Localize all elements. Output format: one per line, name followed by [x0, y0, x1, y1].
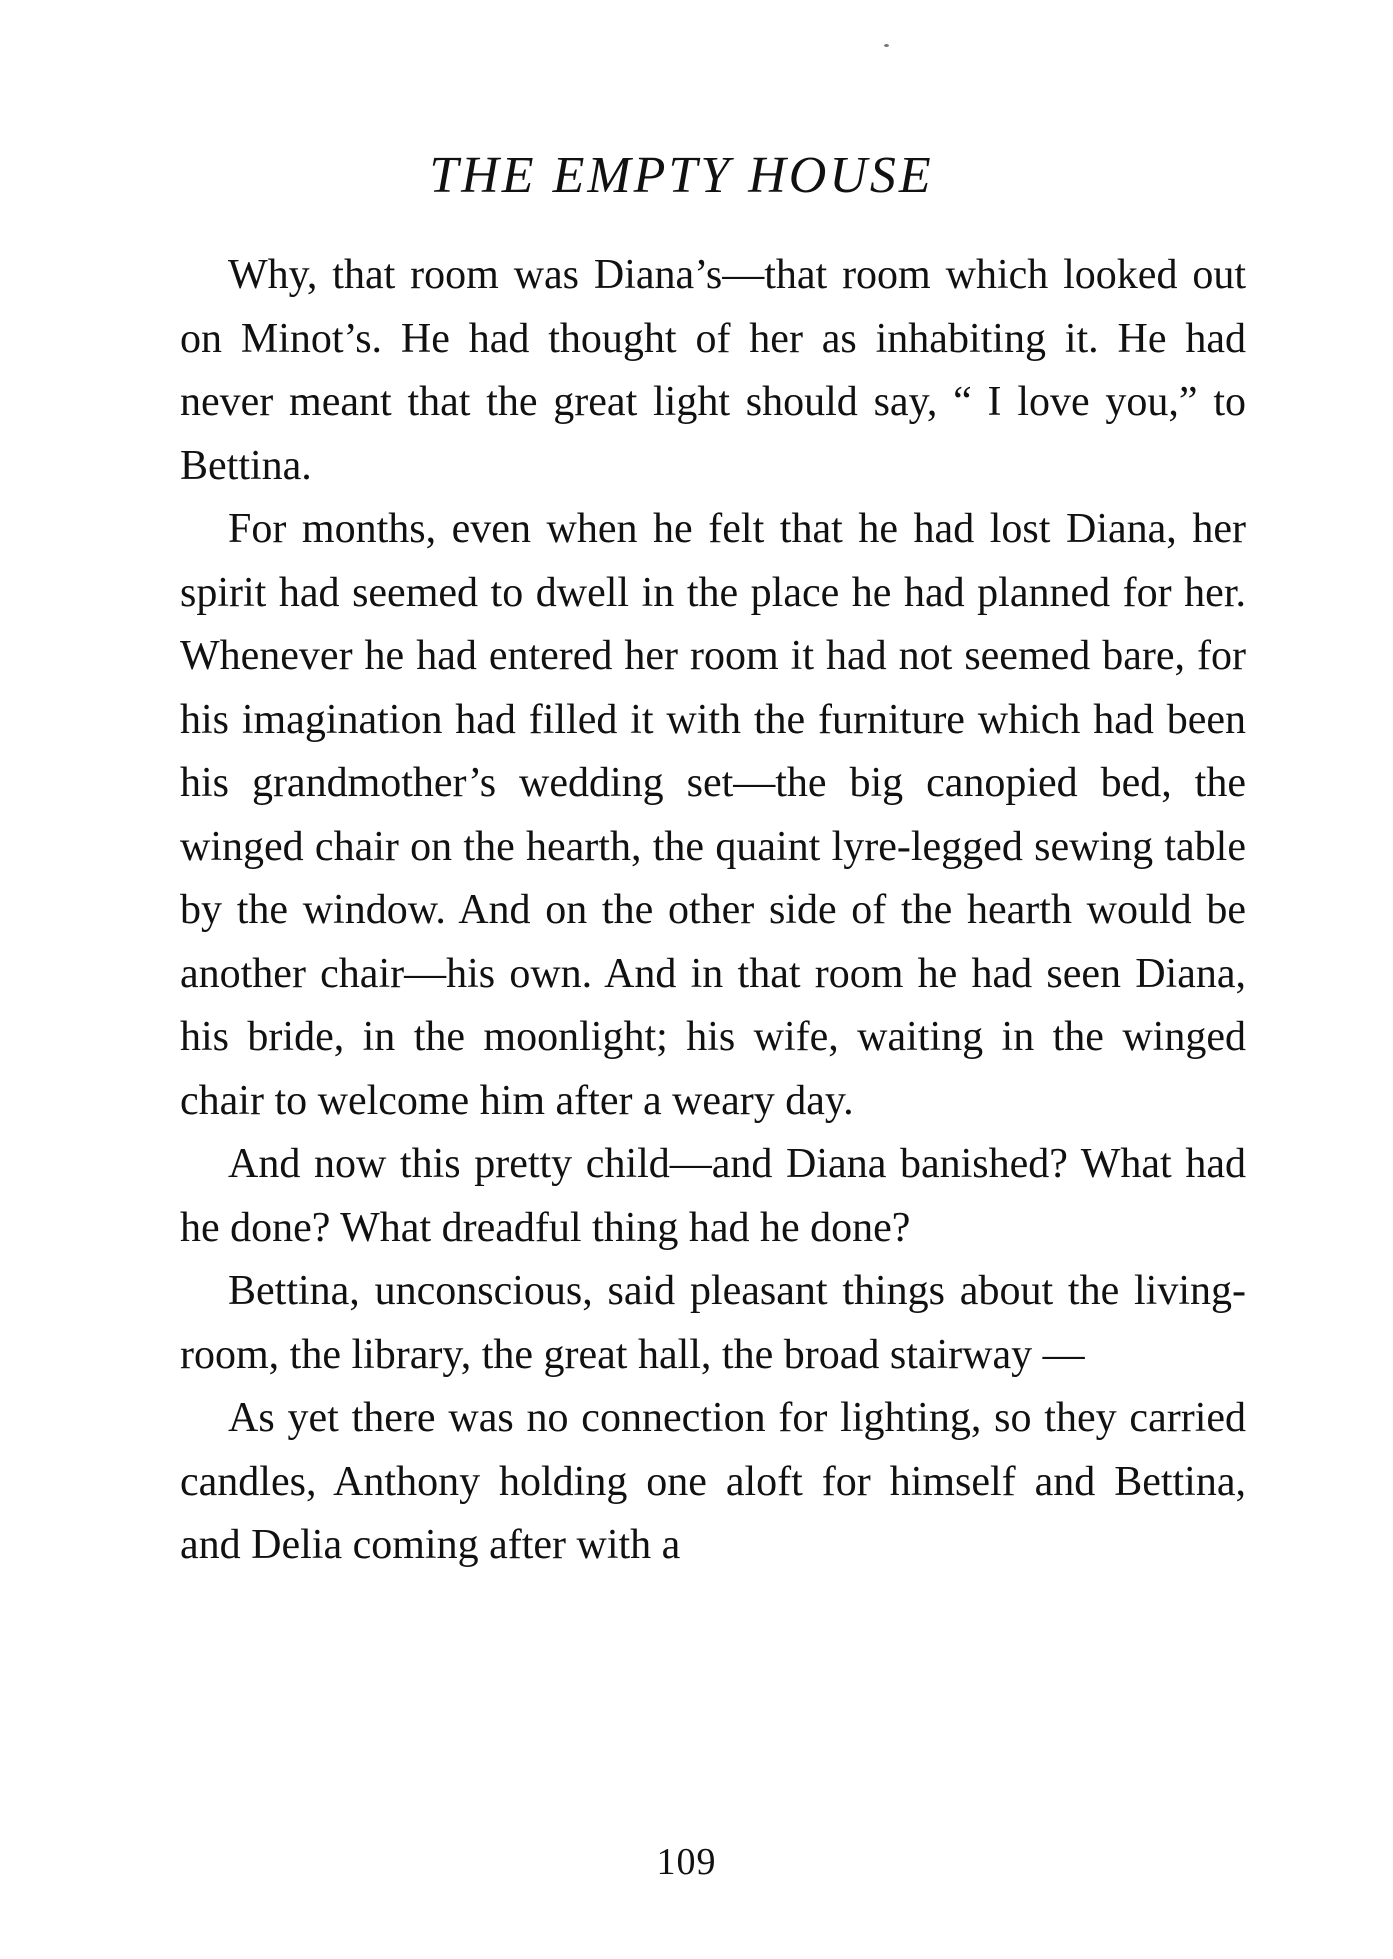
paragraph-5: As yet there was no connection for lighting, so they carried candles, Anthony holding one aloft for himself and Bettina, and Delia coming after with a [180, 1395, 1246, 1568]
paragraph-1: Why, that room was Diana’s—that room which looked out on Minot’s. He had thought of her as inhabiting it. He had never meant that the great light should say, “ I love you,” to Bettina. [180, 252, 1246, 489]
body-text [180, 244, 1246, 1578]
page-number: 109 [656, 1841, 717, 1883]
paragraph-2: For months, even when he felt that he had lost Diana, her spirit had seemed to dwell in the place he had planned for her. Whenever he had entered her room it had not seemed bare, for his imagination had filled it with the furniture which had been his grandmother’s wedding set—the big canopied bed, the winged chair on the hearth, the quaint lyre-legged sewing table by the window. And on the other side of the hearth would be another chair—his own. And in that room he had seen Diana, his bride, in the moonlight; his wife, waiting in the winged chair to welcome him after a weary day. [180, 506, 1246, 1124]
running-head: THE EMPTY HOUSE [429, 147, 934, 204]
paragraph-3: And now this pretty child—and Diana banished? What had he done? What dreadful thing had he done? [180, 1141, 1246, 1251]
paragraph-4: Bettina, unconscious, said pleasant things about the living-room, the library, the great hall, the broad stairway — [180, 1268, 1246, 1378]
print-speck [884, 44, 889, 47]
